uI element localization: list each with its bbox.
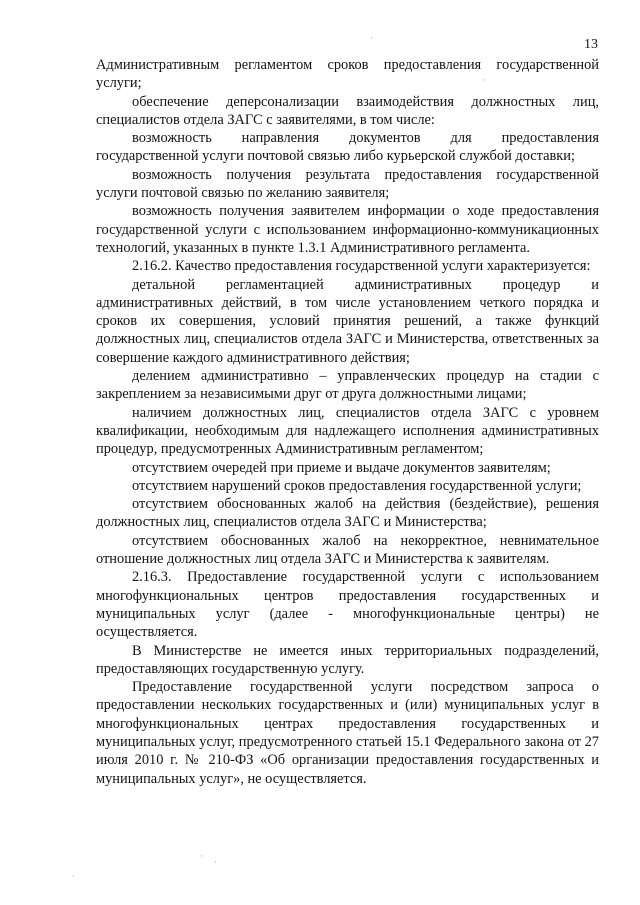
paragraph-12: отсутствием обоснованных жалоб на действия (бездействие), решения должностных лиц, специалистов отдела ЗАГС и Министерства; [96, 496, 599, 531]
paragraph-4: возможность получения результата предоставления государственной услуги почтовой связью по желанию заявителя; [96, 166, 599, 202]
page-number: 13 [584, 37, 598, 52]
paragraph-1: Административным регламентом сроков предоставления государственной услуги; [96, 57, 599, 92]
paragraph-3: возможность направления документов для предоставления государственной услуги почтовой связью либо курьерской службой доставки; [96, 130, 599, 165]
paragraph-16: Предоставление государственной услуги посредством запроса о предоставлении нескольких государственных и (или) муниципальных услуг в многофункциональных центрах предоставления государственных и муниципальных услуг, предусмотренного статьей 15.1 Федерального закона от 27 июля 2010 г. № 210-ФЗ «Об организации предоставления государственных и муниципальных услуг», не осуществляется. [96, 679, 599, 787]
paragraph-11: отсутствием нарушений сроков предоставления государственной услуги; [132, 477, 582, 494]
scan-speck: · [72, 871, 75, 881]
scan-speck: · [370, 33, 373, 43]
paragraph-14: 2.16.3. Предоставление государственной услуги с использованием многофункциональных центров предоставления государственных и муниципальных услуг (далее - многофункциональные центры) не осуществляется. [96, 569, 599, 641]
paragraph-6: 2.16.2. Качество предоставления государственной услуги характеризуется: [132, 258, 591, 275]
paragraph-9: наличием должностных лиц, специалистов отдела ЗАГС с уровнем квалификации, необходимым для надлежащего исполнения административных процедур, предусмотренных Административным регламентом; [96, 404, 599, 458]
scan-speck: · [482, 75, 485, 85]
scan-speck: · [200, 851, 203, 861]
paragraph-7: детальной регламентацией административных процедур и административных действий, в том числе установлением четкого порядка и сроков их совершения, условий принятия решений, а также функций должностных лиц, специалистов отдела ЗАГС и Министерства, ответственных за совершение каждого административного действия; [96, 276, 599, 366]
paragraph-10: отсутствием очередей при приеме и выдаче документов заявителям; [132, 459, 551, 476]
scan-speck: · [214, 857, 217, 867]
paragraph-8: делением административно – управленческих процедур на стадии с закреплением за независимыми друг от друга должностными лицами; [96, 368, 599, 403]
document-body [96, 56, 599, 788]
paragraph-15: В Министерстве не имеется иных территориальных подразделений, предоставляющих государственную услугу. [96, 642, 599, 677]
paragraph-5: возможность получения заявителем информации о ходе предоставления государственной услуги с использованием информационно-коммуникационных технологий, указанных в пункте 1.3.1 Административного регламента. [96, 203, 599, 256]
paragraph-13: отсутствием обоснованных жалоб на некорректное, невнимательное отношение должностных лиц отдела ЗАГС и Министерства к заявителям. [96, 532, 599, 568]
paragraph-2: обеспечение деперсонализации взаимодействия должностных лиц, специалистов отдела ЗАГС с заявителями, в том числе: [96, 93, 599, 128]
